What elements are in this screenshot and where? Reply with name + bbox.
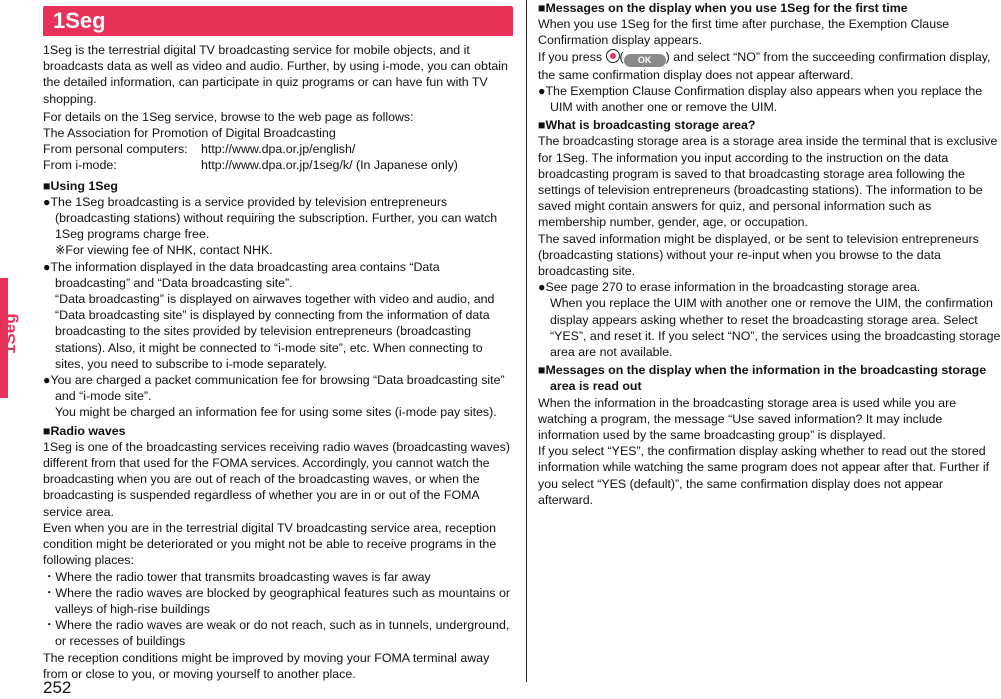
pc-url[interactable]: http://www.dpa.or.jp/english/ <box>201 142 356 157</box>
radio-paragraph-1: 1Seg is one of the broadcasting services receiving radio waves (broadcasting waves) different from that used for the FOMA services. Accordingly, you cannot watch the broadcasting when you are out of reach of the broadcasting waves, or when the broadcasting is suspended regardless of whether you are in or out of the FOMA service area. <box>43 439 510 519</box>
center-key-icon <box>606 49 620 63</box>
pc-url-row <box>43 141 513 157</box>
section-title: 1Seg <box>43 6 513 36</box>
right-column <box>538 0 1001 508</box>
left-column <box>43 6 513 682</box>
read-out-paragraph-2: If you select “YES”, the confirmation display asking whether to read out the stored information while watching the same program does not appear after that. Further if you select “YES (default)”, the same confirmation display does not appear afterward. <box>538 444 990 507</box>
association-name: The Association for Promotion of Digital Broadcasting <box>43 126 336 141</box>
press-text: If you press <box>538 49 603 64</box>
ok-softkey-icon: OK <box>624 54 666 67</box>
radio-heading: ■Radio waves <box>43 423 126 438</box>
first-time-paragraph-2: If you press ( OK ) and select “NO” from the succeeding confirmation display, the same confirmation display does not appear afterward. <box>538 49 991 82</box>
using-heading: ■Using 1Seg <box>43 178 118 193</box>
read-out-heading: ■Messages on the display when the information in the broadcasting storage area is read out <box>538 363 987 394</box>
radio-place-1: ・Where the radio tower that transmits broadcasting waves is far away <box>43 569 431 584</box>
using-bullet-2: ●The information displayed in the data broadcasting area contains “Data broadcasting” and “Data broadcasting site”. <box>43 259 440 290</box>
pc-label: From personal computers: <box>43 142 188 157</box>
first-time-heading: ■Messages on the display when you use 1Seg for the first time <box>538 1 908 15</box>
radio-place-3: ・Where the radio waves are weak or do not reach, such as in tunnels, underground, or recesses of buildings <box>43 618 510 649</box>
chapter-tab-label: 1Seg <box>0 313 19 354</box>
imode-label: From i-mode: <box>43 158 117 173</box>
storage-paragraph-2: The saved information might be displayed, or be sent to television entrepreneurs (broadcasting stations) without your re-input when you browse to the data broadcasting site. <box>538 231 979 279</box>
using-bullet-3: ●You are charged a packet communication fee for browsing “Data broadcasting site” and “i-mode site”. <box>43 373 505 404</box>
intro-paragraph: 1Seg is the terrestrial digital TV broadcasting service for mobile objects, and it broadcasts data as well as video and audio. Further, by using i-mode, you can obtain the detailed information, can participate in quiz programs or can have fun with TV shopping. <box>43 43 508 106</box>
radio-paragraph-2: Even when you are in the terrestrial digital TV broadcasting service area, reception condition might be deteriorated or you might not be able to receive programs in the following places: <box>43 520 497 568</box>
using-bullet-2-cont: “Data broadcasting” is displayed on airwaves together with video and audio, and “Data broadcasting site” is displayed by connecting from the information of data broadcasting to the sites provided by television entrepreneurs (broadcasting stations). Also, it might be connected to “i-mode site”, etc. When connecting to sites, you need to subscribe to i-mode separately. <box>55 292 495 371</box>
storage-bullet-cont: When you replace the UIM with another one or remove the UIM, the confirmation display appears asking whether to reset the broadcasting storage area. Select “YES”, and reset it. If you select “NO”, the services using the broadcasting storage area are not available. <box>550 296 1001 360</box>
page-number: 252 <box>43 678 72 697</box>
using-bullet-3-cont: You might be charged an information fee for using some sites (i-mode pay sites). <box>55 405 497 420</box>
storage-heading: ■What is broadcasting storage area? <box>538 118 756 133</box>
chapter-side-tab <box>0 0 26 699</box>
storage-paragraph-1: The broadcasting storage area is a storage area inside the terminal that is exclusive for 1Seg. The information you input according to the instruction on the data broadcasting program is saved to that broadcasting storage area following the settings of television entrepreneurs (broadcasting stations). The information to be saved might contain answers for quiz, and personal information such as membership number, gender, age, or occupation. <box>538 134 998 230</box>
read-out-paragraph-1: When the information in the broadcasting storage area is used while you are watching a program, the message “Use saved information? It may include information used by the same broadcasting group” is displayed. <box>538 395 957 443</box>
first-time-bullet: ●The Exemption Clause Confirmation display also appears when you replace the UIM with another one or remove the UIM. <box>538 83 983 115</box>
radio-paragraph-3: The reception conditions might be improved by moving your FOMA terminal away from or close to you, or moving yourself to another place. <box>43 650 490 681</box>
press-text-cont: and select “NO” from the succeeding confirmation display, the same confirmation display does not appear afterward. <box>538 49 991 82</box>
radio-place-2: ・Where the radio waves are blocked by geographical features such as mountains or valleys of high-rise buildings <box>43 585 510 616</box>
using-bullet-1: ●The 1Seg broadcasting is a service provided by television entrepreneurs (broadcasting stations) without requiring the subscription. Further, you can watch 1Seg programs charge free. <box>43 194 498 242</box>
first-time-paragraph-1: When you use 1Seg for the first time after purchase, the Exemption Clause Confirmation display appears. <box>538 17 950 48</box>
imode-url-row <box>43 157 513 173</box>
imode-url[interactable]: http://www.dpa.or.jp/1seg/k/ (In Japanese only) <box>201 158 458 173</box>
using-bullet-1-note: ※For viewing fee of NHK, contact NHK. <box>55 243 273 258</box>
column-divider <box>526 0 527 682</box>
details-lead: For details on the 1Seg service, browse to the web page as follows: <box>43 109 414 124</box>
storage-bullet: ●See page 270 to erase information in the broadcasting storage area. <box>538 280 921 295</box>
